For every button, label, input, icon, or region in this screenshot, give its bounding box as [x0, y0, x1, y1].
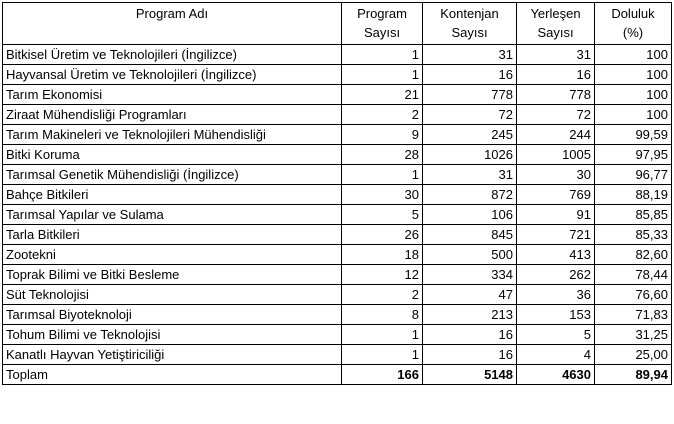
table-row	[3, 285, 672, 305]
cell-program-sayisi: 1	[342, 345, 423, 365]
cell-yerlesen-sayisi: 91	[517, 205, 595, 225]
cell-doluluk: 82,60	[595, 245, 672, 265]
cell-program-sayisi: 2	[342, 105, 423, 125]
cell-doluluk: 100	[595, 45, 672, 65]
cell-program-adi: Tarla Bitkileri	[3, 225, 342, 245]
header-program-adi: Program Adı	[3, 3, 342, 45]
cell-yerlesen-sayisi: 262	[517, 265, 595, 285]
cell-yerlesen-sayisi: 72	[517, 105, 595, 125]
table-row	[3, 225, 672, 245]
cell-program-sayisi: 1	[342, 165, 423, 185]
cell-program-adi: Tarım Makineleri ve Teknolojileri Mühendisliği	[3, 125, 342, 145]
cell-program-adi: Toprak Bilimi ve Bitki Besleme	[3, 265, 342, 285]
cell-yerlesen-sayisi: 5	[517, 325, 595, 345]
cell-doluluk: 31,25	[595, 325, 672, 345]
cell-yerlesen-sayisi: 413	[517, 245, 595, 265]
cell-program-adi: Süt Teknolojisi	[3, 285, 342, 305]
cell-kontenjan-sayisi: 778	[423, 85, 517, 105]
cell-doluluk: 71,83	[595, 305, 672, 325]
cell-kontenjan-sayisi: 16	[423, 325, 517, 345]
cell-doluluk: 78,44	[595, 265, 672, 285]
table-row	[3, 205, 672, 225]
cell-kontenjan-sayisi: 31	[423, 45, 517, 65]
cell-doluluk: 96,77	[595, 165, 672, 185]
cell-program-sayisi: 28	[342, 145, 423, 165]
cell-program-sayisi: 5	[342, 205, 423, 225]
cell-doluluk: 85,33	[595, 225, 672, 245]
program-table-container	[2, 2, 671, 385]
table-row	[3, 45, 672, 65]
header-yerlesen-sayisi: Yerleşen Sayısı	[517, 3, 595, 45]
table-row	[3, 305, 672, 325]
cell-doluluk: 25,00	[595, 345, 672, 365]
cell-yerlesen-sayisi: 769	[517, 185, 595, 205]
table-row	[3, 185, 672, 205]
cell-program-sayisi: 12	[342, 265, 423, 285]
table-body	[3, 45, 672, 365]
cell-program-sayisi: 1	[342, 325, 423, 345]
table-row	[3, 345, 672, 365]
cell-kontenjan-sayisi: 872	[423, 185, 517, 205]
cell-yerlesen-sayisi: 778	[517, 85, 595, 105]
table-row	[3, 165, 672, 185]
cell-doluluk: 100	[595, 65, 672, 85]
cell-program-adi: Tarımsal Genetik Mühendisliği (İngilizce)	[3, 165, 342, 185]
cell-yerlesen-sayisi: 1005	[517, 145, 595, 165]
table-row	[3, 65, 672, 85]
table-row	[3, 325, 672, 345]
cell-program-sayisi: 1	[342, 65, 423, 85]
cell-program-sayisi: 18	[342, 245, 423, 265]
cell-program-sayisi: 26	[342, 225, 423, 245]
total-kontenjan: 5148	[423, 365, 517, 385]
cell-program-sayisi: 2	[342, 285, 423, 305]
cell-program-adi: Ziraat Mühendisliği Programları	[3, 105, 342, 125]
cell-kontenjan-sayisi: 213	[423, 305, 517, 325]
cell-program-adi: Bitki Koruma	[3, 145, 342, 165]
header-kontenjan-sayisi: Kontenjan Sayısı	[423, 3, 517, 45]
cell-kontenjan-sayisi: 106	[423, 205, 517, 225]
cell-program-sayisi: 8	[342, 305, 423, 325]
cell-kontenjan-sayisi: 72	[423, 105, 517, 125]
cell-yerlesen-sayisi: 16	[517, 65, 595, 85]
cell-program-adi: Kanatlı Hayvan Yetiştiriciliği	[3, 345, 342, 365]
total-yerlesen: 4630	[517, 365, 595, 385]
cell-yerlesen-sayisi: 721	[517, 225, 595, 245]
table-row	[3, 85, 672, 105]
cell-kontenjan-sayisi: 1026	[423, 145, 517, 165]
cell-yerlesen-sayisi: 153	[517, 305, 595, 325]
cell-kontenjan-sayisi: 500	[423, 245, 517, 265]
table-row	[3, 125, 672, 145]
cell-program-sayisi: 9	[342, 125, 423, 145]
cell-program-adi: Bitkisel Üretim ve Teknolojileri (İngilizce)	[3, 45, 342, 65]
total-program: 166	[342, 365, 423, 385]
cell-program-adi: Bahçe Bitkileri	[3, 185, 342, 205]
cell-kontenjan-sayisi: 16	[423, 345, 517, 365]
cell-program-adi: Tarımsal Yapılar ve Sulama	[3, 205, 342, 225]
cell-kontenjan-sayisi: 31	[423, 165, 517, 185]
cell-program-adi: Zootekni	[3, 245, 342, 265]
header-program-sayisi: Program Sayısı	[342, 3, 423, 45]
cell-kontenjan-sayisi: 245	[423, 125, 517, 145]
cell-program-adi: Tarım Ekonomisi	[3, 85, 342, 105]
cell-doluluk: 76,60	[595, 285, 672, 305]
table-row	[3, 265, 672, 285]
cell-doluluk: 100	[595, 85, 672, 105]
header-doluluk: Doluluk (%)	[595, 3, 672, 45]
total-doluluk: 89,94	[595, 365, 672, 385]
cell-kontenjan-sayisi: 334	[423, 265, 517, 285]
cell-program-sayisi: 30	[342, 185, 423, 205]
cell-kontenjan-sayisi: 47	[423, 285, 517, 305]
total-label: Toplam	[3, 365, 342, 385]
table-row	[3, 145, 672, 165]
cell-yerlesen-sayisi: 31	[517, 45, 595, 65]
cell-program-adi: Hayvansal Üretim ve Teknolojileri (İngilizce)	[3, 65, 342, 85]
cell-program-adi: Tohum Bilimi ve Teknolojisi	[3, 325, 342, 345]
cell-program-sayisi: 21	[342, 85, 423, 105]
table-row	[3, 245, 672, 265]
total-row	[3, 365, 672, 385]
cell-doluluk: 97,95	[595, 145, 672, 165]
cell-doluluk: 88,19	[595, 185, 672, 205]
table-header-row	[3, 3, 672, 45]
cell-program-sayisi: 1	[342, 45, 423, 65]
program-table	[2, 2, 672, 385]
cell-yerlesen-sayisi: 244	[517, 125, 595, 145]
cell-doluluk: 99,59	[595, 125, 672, 145]
table-row	[3, 105, 672, 125]
cell-yerlesen-sayisi: 36	[517, 285, 595, 305]
cell-yerlesen-sayisi: 4	[517, 345, 595, 365]
cell-doluluk: 85,85	[595, 205, 672, 225]
cell-yerlesen-sayisi: 30	[517, 165, 595, 185]
cell-kontenjan-sayisi: 845	[423, 225, 517, 245]
cell-doluluk: 100	[595, 105, 672, 125]
cell-kontenjan-sayisi: 16	[423, 65, 517, 85]
cell-program-adi: Tarımsal Biyoteknoloji	[3, 305, 342, 325]
